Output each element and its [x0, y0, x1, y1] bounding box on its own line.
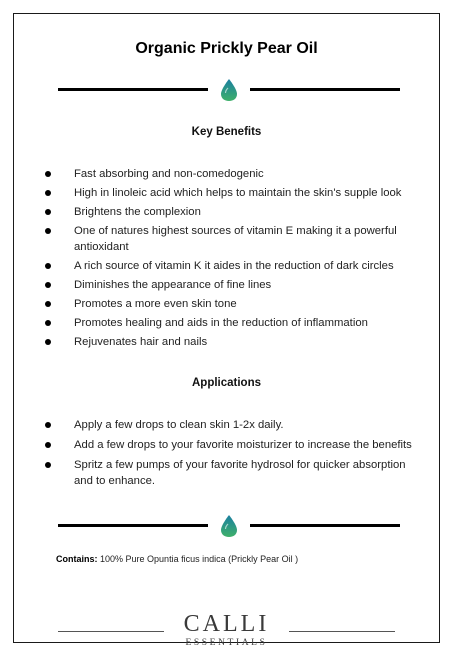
list-item-text: Apply a few drops to clean skin 1-2x daily. [74, 419, 284, 431]
application-item [42, 417, 415, 433]
logo-brand-text: CALLI [183, 611, 270, 637]
key-benefits-heading: Key Benefits [191, 126, 262, 138]
applications-list [42, 417, 415, 493]
application-item [42, 457, 415, 489]
benefit-item [42, 166, 415, 182]
water-drop-icon [218, 78, 240, 102]
bullet-icon [45, 462, 51, 468]
benefit-item [42, 277, 415, 293]
benefit-item [42, 296, 415, 312]
benefit-item [42, 334, 415, 350]
benefit-item [42, 204, 415, 220]
application-item [42, 437, 415, 453]
divider-rule-right [250, 88, 400, 91]
benefit-item [42, 315, 415, 331]
benefit-item [42, 258, 415, 274]
bullet-icon [45, 190, 51, 196]
list-item-text: High in linoleic acid which helps to maintain the skin's supple look [74, 187, 402, 199]
list-item-text: A rich source of vitamin K it aides in the reduction of dark circles [74, 260, 394, 272]
list-item-text: Brightens the complexion [74, 206, 201, 218]
divider-rule-left [58, 88, 208, 91]
product-card [13, 13, 440, 648]
bullet-icon [45, 228, 51, 234]
divider-rule-left [58, 524, 208, 527]
contains-value: 100% Pure Opuntia ficus indica (Prickly Pear Oil ) [100, 554, 299, 564]
logo-sub-text: ESSENTIALS [185, 638, 268, 648]
brand-logo [14, 611, 439, 651]
list-item-text: Promotes a more even skin tone [74, 298, 237, 310]
logo-rule-right [289, 631, 395, 632]
divider-top [58, 78, 400, 102]
divider-bottom [58, 514, 400, 538]
key-benefits-list [42, 166, 415, 353]
bullet-icon [45, 282, 51, 288]
contains-label: Contains: [56, 554, 98, 564]
divider-rule-right [250, 524, 400, 527]
list-item-text: Add a few drops to your favorite moisturizer to increase the benefits [74, 439, 412, 451]
list-item-text: Rejuvenates hair and nails [74, 336, 208, 348]
list-item-text: Spritz a few pumps of your favorite hydrosol for quicker absorption and to enhance. [74, 459, 406, 487]
list-item-text: Promotes healing and aids in the reduction of inflammation [74, 317, 368, 329]
contains-line [56, 554, 298, 564]
bullet-icon [45, 301, 51, 307]
benefit-item [42, 185, 415, 201]
page-title: Organic Prickly Pear Oil [135, 40, 318, 57]
bullet-icon [45, 422, 51, 428]
list-item-text: Diminishes the appearance of fine lines [74, 279, 272, 291]
bullet-icon [45, 263, 51, 269]
water-drop-icon [218, 514, 240, 538]
bullet-icon [45, 171, 51, 177]
benefit-item [42, 223, 415, 255]
list-item-text: Fast absorbing and non-comedogenic [74, 168, 264, 180]
bullet-icon [45, 442, 51, 448]
bullet-icon [45, 320, 51, 326]
applications-heading: Applications [191, 377, 261, 389]
list-item-text: One of natures highest sources of vitamin E making it a powerful antioxidant [74, 225, 397, 253]
bullet-icon [45, 209, 51, 215]
bullet-icon [45, 339, 51, 345]
